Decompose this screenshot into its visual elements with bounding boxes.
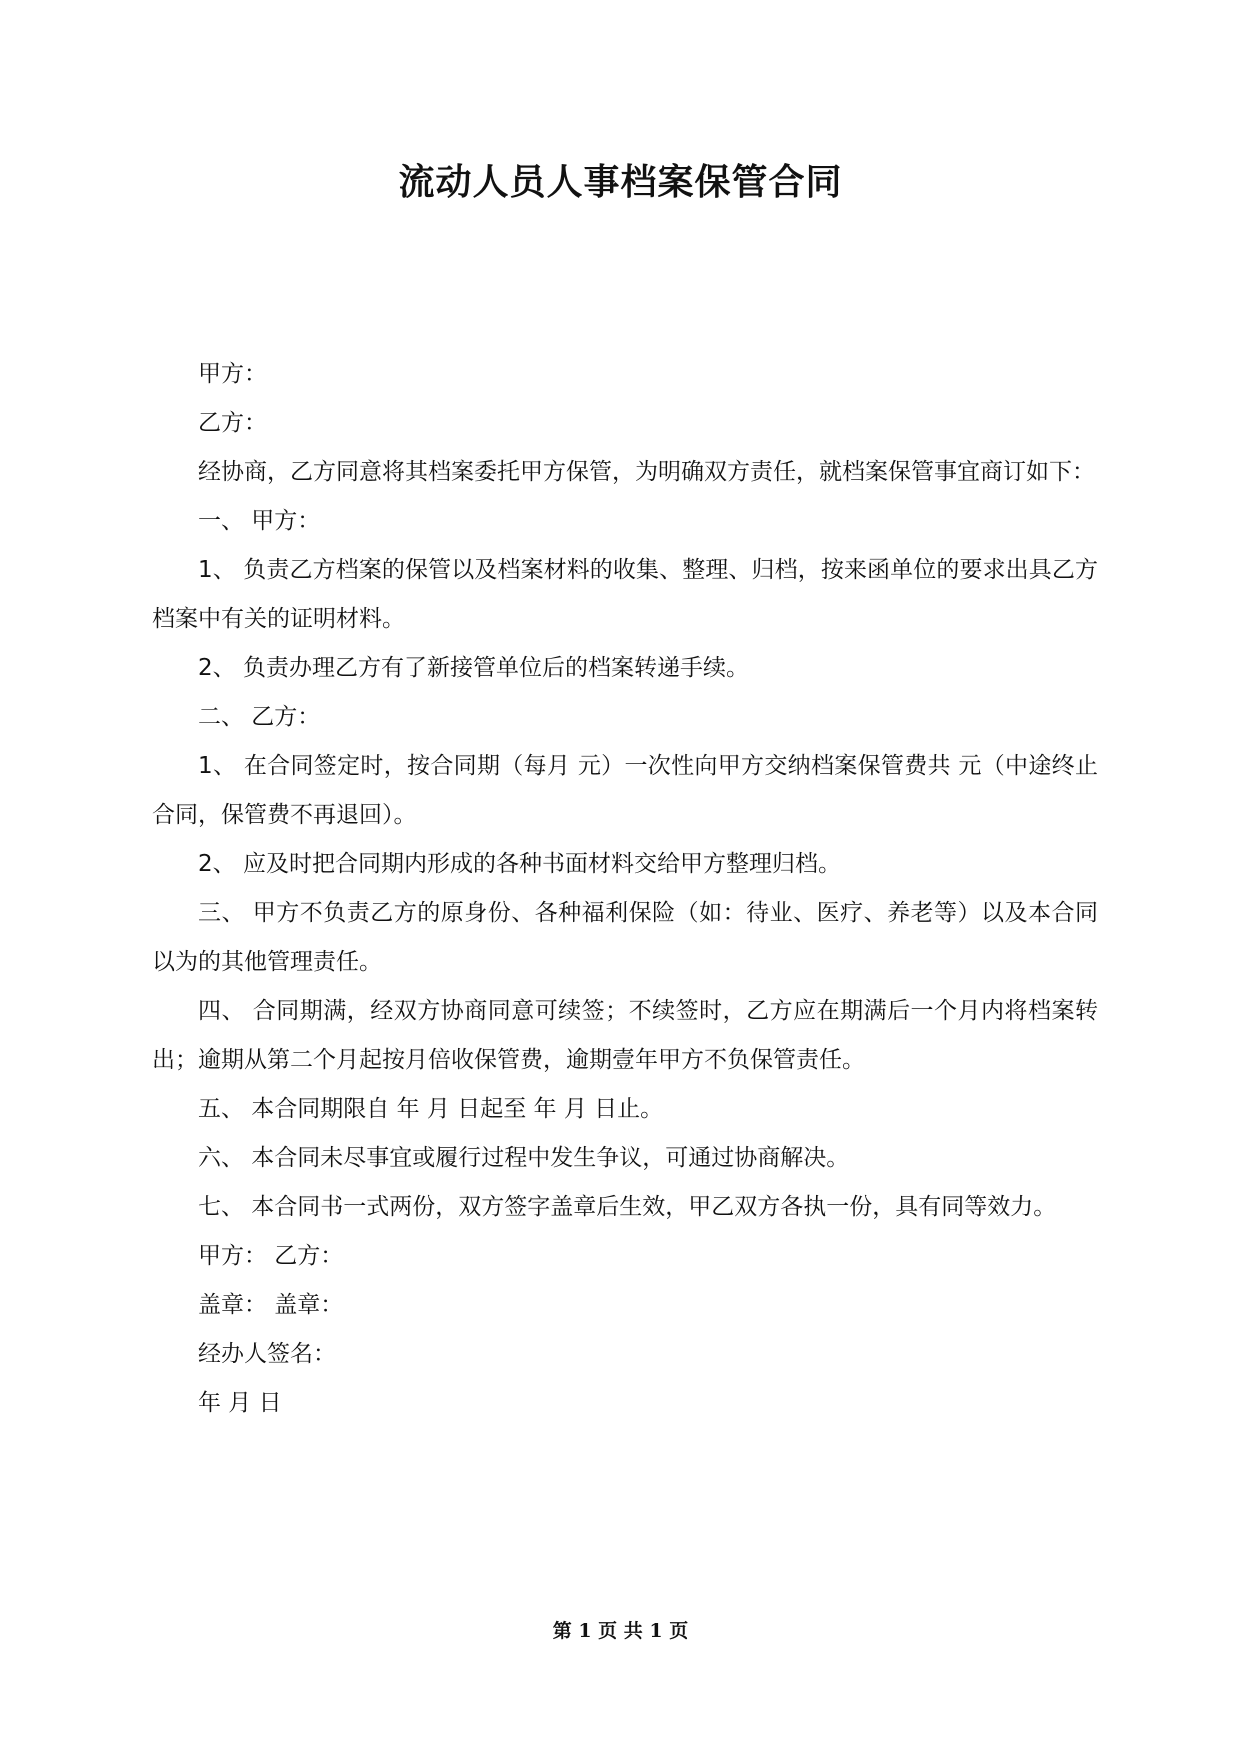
section-one-item-1: 1、 负责乙方档案的保管以及档案材料的收集、整理、归档，按来函单位的要求出具乙方档案中有关的证明材料。 [152, 557, 1098, 632]
signature-parties-line: 甲方： 乙方： [198, 1243, 344, 1269]
seal-line: 盖章： 盖章： [198, 1292, 344, 1318]
section-two-item-2: 2、 应及时把合同期内形成的各种书面材料交给甲方整理归档。 [198, 851, 841, 877]
section-one-item-2: 2、 负责办理乙方有了新接管单位后的档案转递手续。 [198, 655, 749, 681]
page-number-footer: 第 1 页 共 1 页 [552, 1620, 689, 1642]
party-b-label: 乙方： [198, 410, 267, 436]
section-six-paragraph: 六、 本合同未尽事宜或履行过程中发生争议，可通过协商解决。 [198, 1145, 850, 1171]
document-title: 流动人员人事档案保管合同 [398, 162, 843, 203]
section-three-paragraph: 三、 甲方不负责乙方的原身份、各种福利保险（如：待业、医疗、养老等）以及本合同以为的其他管理责任。 [152, 900, 1098, 975]
preamble-paragraph: 经协商，乙方同意将其档案委托甲方保管，为明确双方责任，就档案保管事宜商订如下： [198, 459, 1095, 485]
document-body [152, 350, 1098, 1428]
handler-signature-line: 经办人签名： [198, 1341, 336, 1367]
party-a-label: 甲方： [198, 361, 267, 387]
section-four-paragraph: 四、 合同期满，经双方协商同意可续签；不续签时，乙方应在期满后一个月内将档案转出；逾期从第二个月起按月倍收保管费，逾期壹年甲方不负保管责任。 [152, 998, 1098, 1073]
section-five-paragraph: 五、 本合同期限自 年 月 日起至 年 月 日止。 [198, 1096, 664, 1122]
section-one-heading: 一、 甲方： [198, 508, 321, 534]
section-two-heading: 二、 乙方： [198, 704, 321, 730]
date-line: 年 月 日 [198, 1390, 282, 1416]
section-seven-paragraph: 七、 本合同书一式两份，双方签字盖章后生效，甲乙双方各执一份，具有同等效力。 [198, 1194, 1057, 1220]
section-two-item-1: 1、 在合同签定时，按合同期（每月 元）一次性向甲方交纳档案保管费共 元（中途终止合同，保管费不再退回）。 [152, 753, 1098, 828]
